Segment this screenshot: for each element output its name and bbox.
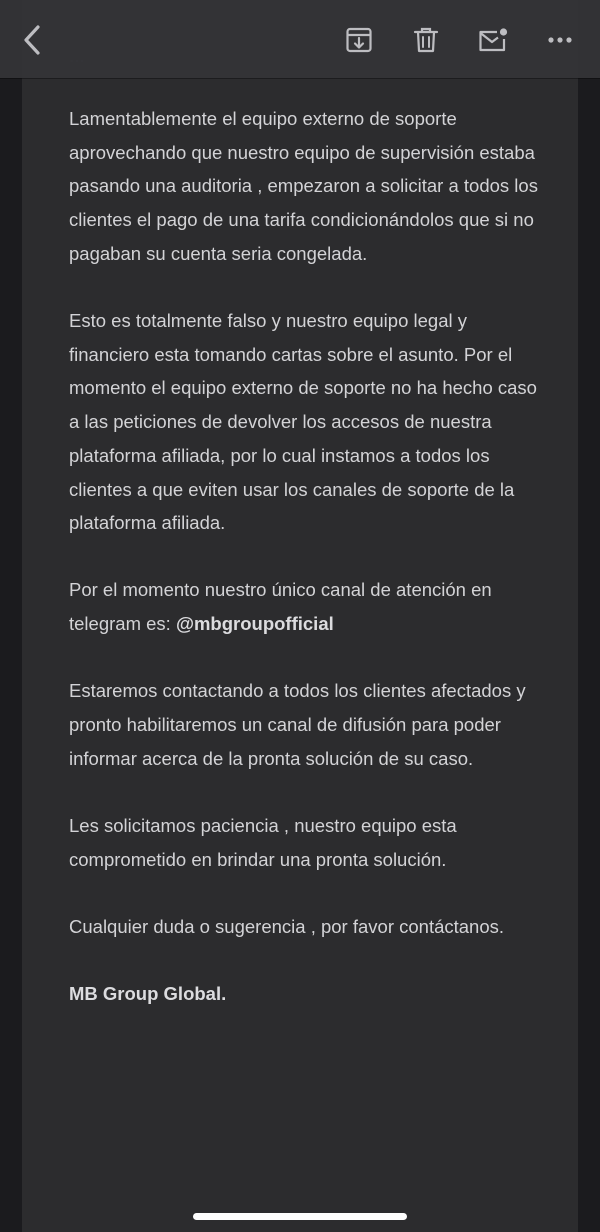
trash-icon xyxy=(413,26,439,54)
email-signature: MB Group Global. xyxy=(69,983,227,1005)
email-paragraph-1: Lamentablemente el equipo externo de soporte aprovechando que nuestro equipo de supervisión estaba pasando una auditoria , empezaron a solicitar a todos los clientes el pago de una tarifa condicionándolos que si no pagaban su cuenta seria congelada. xyxy=(69,108,538,264)
email-paragraph-2: Esto es totalmente falso y nuestro equipo legal y financiero esta tomando cartas sobre el asunto. Por el momento el equipo externo de soporte no ha hecho caso a las peticiones de devolver los accesos de nuestra plataforma afiliada, por lo cual instamos a todos los clientes a que eviten usar los canales de soporte de la plataforma afiliada. xyxy=(69,310,537,534)
mail-unread-icon xyxy=(477,26,509,54)
email-paragraph-4: Estaremos contactando a todos los clientes afectados y pronto habilitaremos un canal de difusión para poder informar acerca de la pronta solución de su caso. xyxy=(69,680,526,769)
delete-button[interactable] xyxy=(406,20,446,60)
mark-unread-button[interactable] xyxy=(473,20,513,60)
archive-icon xyxy=(345,26,373,54)
telegram-handle[interactable]: @mbgroupofficial xyxy=(175,613,334,635)
channel-text: Por el momento nuestro único canal de atención en telegram es: xyxy=(69,579,492,635)
more-button[interactable] xyxy=(540,20,580,60)
back-button[interactable] xyxy=(12,20,52,60)
chevron-left-icon xyxy=(21,24,43,56)
home-indicator[interactable] xyxy=(193,1213,407,1220)
email-paragraph-6: Cualquier duda o sugerencia , por favor contáctanos. xyxy=(69,915,505,937)
email-paragraph-5: Les solicitamos paciencia , nuestro equipo esta comprometido en brindar una pronta solución. xyxy=(69,814,457,870)
email-body xyxy=(69,102,539,1044)
more-horizontal-icon xyxy=(547,36,573,44)
email-toolbar xyxy=(0,0,600,78)
email-paragraph-channel xyxy=(69,573,539,640)
archive-button[interactable] xyxy=(339,20,379,60)
